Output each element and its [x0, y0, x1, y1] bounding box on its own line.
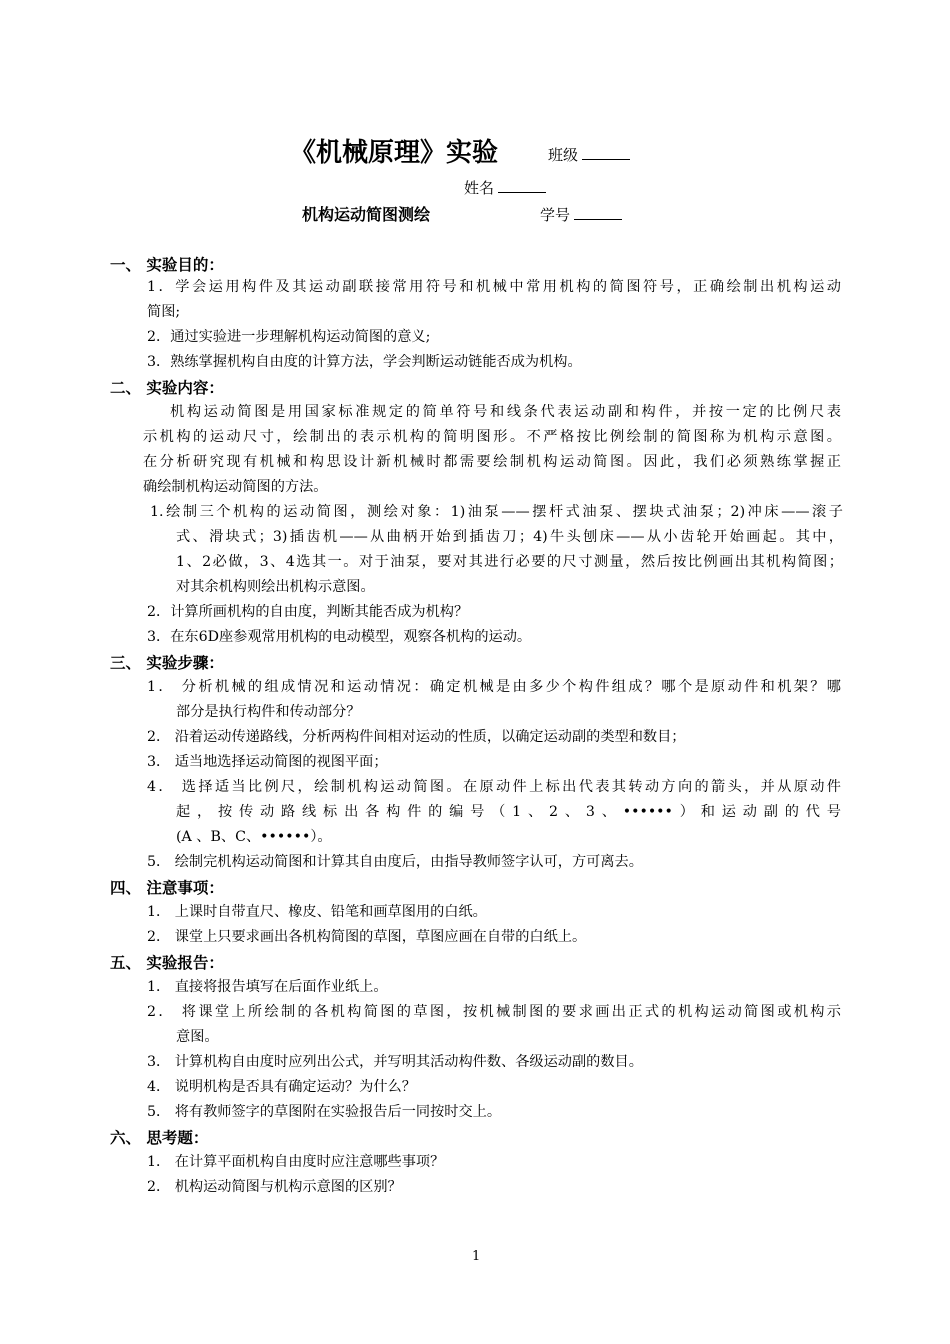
page-number: 1	[472, 1249, 481, 1264]
student-id-blank	[574, 217, 622, 220]
report-line: 意图。	[176, 1029, 219, 1045]
name-blank	[498, 190, 546, 193]
purpose-line: 1．学会运用构件及其运动副联接常用符号和机械中常用机构的简图符号，正确绘制出机构运动	[147, 279, 841, 295]
section-heading-purpose: 一、 实验目的：	[110, 256, 224, 274]
name-field	[464, 177, 546, 198]
notes-line: 2． 课堂上只要求画出各机构简图的草图，草图应画在自带的白纸上。	[147, 929, 587, 945]
section-heading-report: 五、 实验报告：	[110, 954, 224, 972]
class-label: 班级	[548, 146, 579, 164]
section-heading-steps: 三、 实验步骤：	[110, 654, 224, 672]
notes-line: 1． 上课时自带直尺、橡皮、铅笔和画草图用的白纸。	[147, 904, 487, 920]
section-heading-questions: 六、 思考题：	[110, 1129, 209, 1147]
content-line: 3．在东6D座参观常用机构的电动模型，观察各机构的运动。	[147, 629, 532, 645]
questions-line: 2． 机构运动简图与机构示意图的区别？	[147, 1179, 402, 1195]
page-subtitle: 机构运动简图测绘	[302, 205, 431, 224]
purpose-line: 2．通过实验进一步理解机构运动简图的意义;	[147, 329, 431, 345]
content-line: 1.绘制三个机构的运动简图，测绘对象：1)油泵——摆杆式油泵、摆块式油泵；2)冲床——滚子	[150, 504, 843, 520]
content-line: 1、2必做，3、4选其一。对于油泵，要对其进行必要的尺寸测量，然后按比例画出其机构简图；	[176, 554, 843, 570]
content-line: 对其余机构则绘出机构示意图。	[176, 579, 375, 595]
steps-line: 3． 适当地选择运动简图的视图平面；	[147, 754, 388, 770]
steps-line: (A 、B、C、••••••）。	[176, 829, 332, 845]
report-line: 2． 将课堂上所绘制的各机构简图的草图，按机械制图的要求画出正式的机构运动简图或机构示	[147, 1004, 841, 1020]
steps-line: 部分是执行构件和传动部分？	[176, 704, 361, 720]
content-line: 2．计算所画机构的自由度，判断其能否成为机构？	[147, 604, 469, 620]
report-line: 3． 计算机构自由度时应列出公式，并写明其活动构件数、各级运动副的数目。	[147, 1054, 643, 1070]
section-heading-content: 二、 实验内容：	[110, 379, 224, 397]
class-field	[548, 144, 630, 165]
purpose-line: 简图;	[147, 304, 181, 320]
content-line: 示机构的运动尺寸，绘制出的表示机构的简明图形。不严格按比例绘制的简图称为机构示意图。	[143, 429, 841, 445]
class-blank	[582, 157, 630, 160]
steps-line: 4． 选择适当比例尺，绘制机构运动简图。在原动件上标出代表其转动方向的箭头，并从原动件	[147, 779, 841, 795]
name-label: 姓名	[464, 179, 495, 197]
steps-line: 2． 沿着运动传递路线，分析两构件间相对运动的性质，以确定运动副的类型和数目；	[147, 729, 686, 745]
steps-line: 5． 绘制完机构运动简图和计算其自由度后，由指导教师签字认可，方可离去。	[147, 854, 643, 870]
questions-line: 1． 在计算平面机构自由度时应注意哪些事项？	[147, 1154, 445, 1170]
student-id-field	[540, 204, 622, 225]
report-line: 5． 将有教师签字的草图附在实验报告后一同按时交上。	[147, 1104, 502, 1120]
purpose-line: 3．熟练掌握机构自由度的计算方法，学会判断运动链能否成为机构。	[147, 354, 582, 370]
page-title: 《机械原理》实验	[290, 138, 499, 168]
steps-line: 1． 分析机械的组成情况和运动情况：确定机械是由多少个构件组成？哪个是原动件和机架？哪	[147, 679, 841, 695]
content-line: 在分析研究现有机械和构思设计新机械时都需要绘制机构运动简图。因此，我们必须熟练掌握正	[143, 454, 841, 470]
content-line: 机构运动简图是用国家标准规定的简单符号和线条代表运动副和构件，并按一定的比例尺表	[170, 404, 841, 420]
content-line: 确绘制机构运动简图的方法。	[143, 479, 328, 495]
steps-line: 起，按传动路线标出各构件的编号（1、2、3、••••••）和运动副的代号	[176, 804, 841, 820]
section-heading-notes: 四、 注意事项：	[110, 879, 224, 897]
report-line: 4． 说明机构是否具有确定运动？为什么？	[147, 1079, 416, 1095]
student-id-label: 学号	[540, 206, 571, 224]
report-line: 1． 直接将报告填写在后面作业纸上。	[147, 979, 388, 995]
content-line: 式、滑块式；3)插齿机——从曲柄开始到插齿刀；4)牛头刨床——从小齿轮开始画起。其中，	[176, 529, 843, 545]
